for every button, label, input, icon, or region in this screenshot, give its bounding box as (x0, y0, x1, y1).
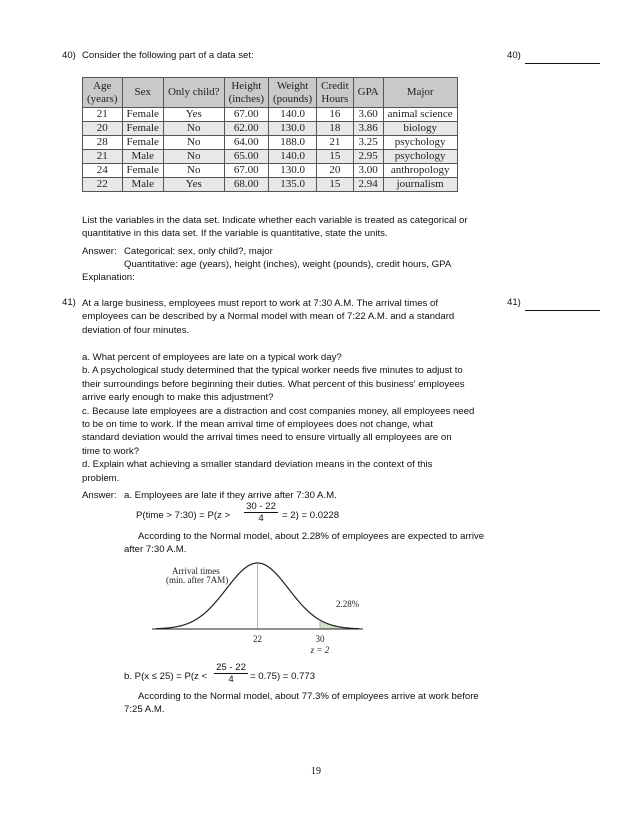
table-cell: Yes (163, 108, 224, 122)
graph-label-line-1: Arrival times (172, 566, 220, 576)
table-cell: Male (122, 150, 163, 164)
table-cell: Female (122, 108, 163, 122)
table-cell: 2.95 (353, 150, 383, 164)
table-cell: 130.0 (269, 122, 317, 136)
table-cell: 15 (317, 150, 354, 164)
table-cell: 135.0 (269, 178, 317, 192)
q40-data-table (82, 77, 458, 192)
q40-question-line-1: List the variables in the data set. Indicate whether each variable is treated as categorical or (82, 215, 468, 226)
header-text: Credit (321, 79, 349, 92)
formula-a-right: = 2) = 0.0228 (282, 510, 340, 521)
q41-number: 41) (62, 297, 76, 308)
q40-number: 40) (62, 50, 76, 61)
table-cell: Female (122, 136, 163, 150)
formula-a-denominator: 4 (258, 513, 264, 524)
header-text: (years) (87, 92, 118, 105)
table-cell: 68.00 (224, 178, 268, 192)
table-row (83, 178, 458, 192)
table-cell: 22 (83, 178, 123, 192)
header-text: Hours (321, 92, 349, 105)
q40-question (82, 214, 468, 241)
header-text: Weight (276, 79, 309, 92)
header-text: GPA (357, 86, 379, 98)
formula-a-left: P(time > 7:30) = P(z > (136, 510, 231, 521)
table-header-cell (269, 78, 317, 108)
table-header-cell (353, 78, 383, 108)
table-cell: 21 (83, 150, 123, 164)
q41-part-line-1: a. What percent of employees are late on a typical work day? (82, 352, 342, 363)
table-cell: Yes (163, 178, 224, 192)
table-cell: 16 (317, 108, 354, 122)
table-cell: 3.00 (353, 164, 383, 178)
q41-answer-label: 41) (507, 297, 521, 308)
table-cell: Female (122, 122, 163, 136)
q41-answer-blank[interactable] (525, 310, 600, 311)
table-cell: 62.00 (224, 122, 268, 136)
formula-a-numerator: 30 - 22 (244, 501, 278, 513)
table-cell: psychology (383, 136, 457, 150)
conclusion-a-line-1: According to the Normal model, about 2.28% of employees are expected to arrive (138, 531, 485, 542)
q41-answer-prefix: Answer: (82, 490, 117, 501)
q41-part-line-5: c. Because late employees are a distraction and cost companies money, all employees need (82, 405, 475, 417)
table-header-cell (163, 78, 224, 108)
table-cell: 67.00 (224, 164, 268, 178)
q41-conclusion-b (124, 690, 479, 717)
table-cell: No (163, 150, 224, 164)
shaded-tail-area (320, 620, 359, 629)
q41-part-line-10: problem. (82, 472, 120, 484)
tick-label-mean: 22 (253, 634, 262, 644)
page-number: 19 (311, 766, 321, 777)
q41-part-line-9: d. Explain what achieving a smaller standard deviation means in the context of this (82, 459, 433, 471)
q41-part-line-6: to be on time to work. If the mean arrival time of employees does not change, what (82, 419, 433, 431)
table-cell: 3.86 (353, 122, 383, 136)
q40-answer-label: 40) (507, 50, 521, 61)
table-cell: 21 (83, 108, 123, 122)
q41-intro-line-1: At a large business, employees must report to work at 7:30 A.M. The arrival times of (82, 298, 439, 309)
header-text: Only child? (167, 86, 220, 98)
formula-b-right: = 0.75) = 0.773 (250, 671, 316, 682)
header-text: Height (231, 79, 262, 92)
q40-question-line-2: quantitative in this data set. If the variable is quantitative, state the units. (82, 228, 388, 240)
table-cell: psychology (383, 150, 457, 164)
percent-label: 2.28% (336, 599, 360, 609)
table-cell: 67.00 (224, 108, 268, 122)
table-header-cell (383, 78, 457, 108)
conclusion-a-line-2: after 7:30 A.M. (124, 544, 187, 556)
tick-label-value: 30 (315, 634, 325, 644)
q41-part-line-3: their surroundings before beginning their duties. What percent of this business' employees (82, 378, 465, 390)
table-cell: 18 (317, 122, 354, 136)
q41-intro (82, 297, 454, 337)
table-cell: Male (122, 178, 163, 192)
header-text: Major (406, 86, 434, 98)
formula-b-left: b. P(x ≤ 25) = P(z < (124, 671, 208, 682)
table-cell: 20 (83, 122, 123, 136)
table-cell: 21 (317, 136, 354, 150)
table-cell: 24 (83, 164, 123, 178)
q41-part-line-4: arrive early enough to make this adjustment? (82, 392, 274, 404)
table-cell: 15 (317, 178, 354, 192)
formula-b-denominator: 4 (228, 674, 234, 685)
table-cell: biology (383, 122, 457, 136)
header-text: Sex (134, 86, 151, 98)
table-cell: animal science (383, 108, 457, 122)
formula-a-fraction (244, 501, 278, 524)
table-cell: 130.0 (269, 164, 317, 178)
table-cell: 3.60 (353, 108, 383, 122)
table-cell: 3.25 (353, 136, 383, 150)
q41-intro-line-3: deviation of four minutes. (82, 324, 190, 336)
table-row (83, 108, 458, 122)
header-text: Age (93, 79, 112, 92)
table-cell: No (163, 164, 224, 178)
q41-answer-a: a. Employees are late if they arrive after 7:30 A.M. (124, 490, 337, 501)
z-label: z = 2 (310, 645, 330, 655)
q41-parts (82, 351, 474, 485)
q41-part-line-7: standard deviation would the arrival times need to ensure virtually all employees are on (82, 432, 452, 444)
table-cell: 65.00 (224, 150, 268, 164)
table-row (83, 150, 458, 164)
table-header-cell (122, 78, 163, 108)
table-cell: 20 (317, 164, 354, 178)
table-header-cell (83, 78, 123, 108)
table-cell: journalism (383, 178, 457, 192)
table-cell: Female (122, 164, 163, 178)
q40-answer-blank[interactable] (525, 63, 600, 64)
conclusion-b-line-2: 7:25 A.M. (124, 704, 165, 716)
graph-label-line-2: (min. after 7AM) (166, 575, 229, 585)
q40-prompt: Consider the following part of a data set: (82, 50, 254, 61)
table-cell: 28 (83, 136, 123, 150)
table-cell: No (163, 136, 224, 150)
q40-answer-categorical: Categorical: sex, only child?, major (124, 246, 273, 257)
q40-answer-prefix: Answer: (82, 246, 117, 257)
q40-answer-quantitative: Quantitative: age (years), height (inches), weight (pounds), credit hours, GPA (124, 259, 452, 270)
table-cell: No (163, 122, 224, 136)
header-text: (inches) (228, 92, 265, 105)
table-cell: 64.00 (224, 136, 268, 150)
formula-b-fraction (214, 662, 248, 685)
q40-explanation: Explanation: (82, 272, 135, 283)
table-header-row (83, 78, 458, 108)
table-row (83, 122, 458, 136)
q41-intro-line-2: employees can be described by a Normal model with mean of 7:22 A.M. and a standard (82, 311, 455, 323)
header-text: (pounds) (273, 92, 313, 105)
normal-curve-graph (150, 553, 365, 663)
conclusion-b-line-1: According to the Normal model, about 77.3% of employees arrive at work before (138, 691, 479, 702)
table-header-cell (224, 78, 268, 108)
q41-part-line-2: b. A psychological study determined that the typical worker needs five minutes to adjust to (82, 365, 463, 377)
formula-b-numerator: 25 - 22 (214, 662, 248, 674)
table-cell: anthropology (383, 164, 457, 178)
table-cell: 140.0 (269, 150, 317, 164)
table-header-cell (317, 78, 354, 108)
table-cell: 2.94 (353, 178, 383, 192)
q41-part-line-8: time to work? (82, 445, 140, 457)
table-row (83, 136, 458, 150)
table-cell: 140.0 (269, 108, 317, 122)
table-row (83, 164, 458, 178)
table-cell: 188.0 (269, 136, 317, 150)
